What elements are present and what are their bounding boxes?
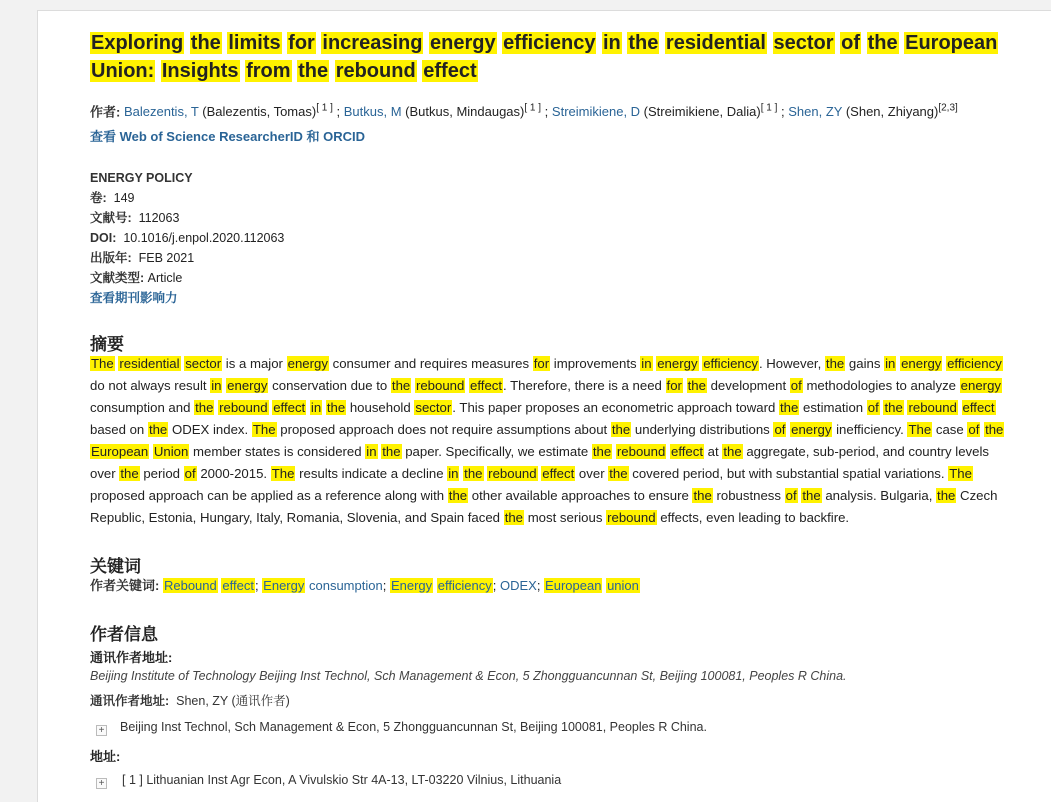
abstract-highlight: for bbox=[666, 378, 682, 393]
abstract-highlight: of bbox=[184, 466, 196, 481]
title-word: the bbox=[628, 32, 659, 54]
abstract-highlight: of bbox=[968, 422, 980, 437]
abstract-highlight: in bbox=[641, 356, 652, 371]
author-affiliation-sup: [2,3] bbox=[938, 103, 958, 114]
doi-row bbox=[90, 228, 284, 248]
keyword-highlight: European bbox=[545, 578, 602, 593]
abstract-highlight: the bbox=[937, 488, 956, 503]
abstract-highlight: the bbox=[120, 466, 139, 481]
expand-corr-address-icon[interactable]: + bbox=[96, 725, 107, 736]
doi-value: 10.1016/j.enpol.2020.112063 bbox=[123, 231, 285, 245]
researcher-id-link[interactable] bbox=[90, 126, 365, 145]
abstract-highlight: rebound bbox=[607, 510, 656, 525]
abstract-highlight: the bbox=[391, 378, 411, 393]
abstract-highlight: in bbox=[366, 444, 377, 459]
keywords-list: Rebound effect; Energy consumption; Energy efficiency; ODEX; European union bbox=[163, 578, 639, 593]
author-full-name: (Streimikiene, Dalia) bbox=[640, 104, 761, 120]
keyword-highlight: Rebound bbox=[163, 578, 217, 593]
abstract-highlight: The bbox=[908, 422, 932, 437]
title-word: sector bbox=[773, 32, 834, 54]
title-word: limits bbox=[228, 32, 281, 54]
abstract-highlight: for bbox=[533, 356, 550, 371]
volume-value: 149 bbox=[113, 191, 135, 205]
author-separator: ; bbox=[777, 104, 785, 120]
title-word: efficiency bbox=[503, 32, 596, 54]
abstract-highlight: the bbox=[148, 422, 168, 437]
abstract-highlight: Union bbox=[153, 444, 189, 459]
journal-name: ENERGY POLICY bbox=[90, 171, 193, 185]
abstract-highlight: sector bbox=[415, 400, 452, 415]
abstract-highlight: energy bbox=[901, 356, 942, 371]
authors-list bbox=[124, 104, 958, 119]
abstract-highlight: rebound bbox=[219, 400, 268, 415]
address-1-line: [ 1 ] Lithuanian Inst Agr Econ, A Vivulskio Str 4A-13, LT-03220 Vilnius, Lithuania bbox=[122, 773, 562, 787]
abstract-highlight: the bbox=[464, 466, 483, 481]
author-full-name: (Butkus, Mindaugas) bbox=[401, 104, 525, 120]
abstract-highlight: effect bbox=[670, 444, 703, 459]
abstract-highlight: rebound bbox=[908, 400, 957, 415]
top-strip bbox=[0, 0, 1051, 10]
title-word: increasing bbox=[322, 32, 423, 54]
corr-author-label: 通讯作者地址: bbox=[90, 694, 170, 708]
abstract-highlight: effect bbox=[273, 400, 306, 415]
keyword-link[interactable] bbox=[544, 578, 640, 593]
doctype-label: 文献类型: bbox=[90, 271, 145, 285]
abstract-highlight: in bbox=[448, 466, 459, 481]
keyword-link[interactable] bbox=[163, 578, 255, 593]
title-word: the bbox=[190, 32, 221, 54]
researcher-id-link-text[interactable]: 查看 Web of Science ResearcherID 和 ORCID bbox=[90, 129, 366, 144]
keyword-highlight: efficiency bbox=[437, 578, 492, 593]
author-separator: ; bbox=[332, 104, 341, 120]
abstract-highlight: of bbox=[867, 400, 879, 415]
abstract-highlight: the bbox=[687, 378, 706, 393]
keyword-highlight: Energy bbox=[390, 578, 433, 593]
abstract-highlight: the bbox=[504, 510, 524, 525]
abstract-highlight: in bbox=[310, 400, 322, 415]
abstract-highlight: the bbox=[825, 356, 845, 371]
volume-label: 卷: bbox=[90, 191, 107, 205]
expand-address-1-icon[interactable]: + bbox=[96, 778, 107, 789]
author-link[interactable]: Balezentis, T bbox=[123, 104, 199, 120]
abstract-highlight: the bbox=[592, 444, 612, 459]
abstract-highlight: effect bbox=[470, 378, 503, 393]
journal-impact-link[interactable]: 查看期刊影响力 bbox=[90, 291, 178, 305]
abstract-highlight: the bbox=[611, 422, 631, 437]
abstract-highlight: sector bbox=[185, 356, 222, 371]
abstract-highlight: energy bbox=[657, 356, 698, 371]
abstract-highlight: effect bbox=[962, 400, 995, 415]
abstract-highlight: energy bbox=[791, 422, 832, 437]
keyword-highlight: Energy bbox=[263, 578, 305, 593]
author-link[interactable]: Shen, ZY bbox=[788, 104, 843, 120]
abstract-highlight: in bbox=[211, 378, 222, 393]
title-word: European bbox=[905, 32, 998, 54]
impact-link-row bbox=[90, 288, 284, 308]
abstract-highlight: The bbox=[252, 422, 276, 437]
title-word: Insights bbox=[161, 60, 239, 82]
author-keywords-line bbox=[90, 577, 640, 595]
abstract-highlight: of bbox=[790, 378, 802, 393]
corr-address-label: 通讯作者地址: bbox=[90, 650, 173, 665]
abstract-highlight: in bbox=[885, 356, 896, 371]
abstract-highlight: rebound bbox=[616, 444, 666, 459]
author-full-name: (Balezentis, Tomas) bbox=[198, 104, 317, 120]
record-card bbox=[37, 10, 1051, 802]
title-word: from bbox=[246, 60, 291, 82]
pubdate-label: 出版年: bbox=[90, 251, 132, 265]
doi-label: DOI: bbox=[90, 231, 117, 245]
abstract-highlight: the bbox=[884, 400, 903, 415]
keyword-link[interactable]: Energy consumption bbox=[263, 578, 383, 593]
abstract-highlight: The bbox=[271, 466, 295, 481]
title-word: Exploring bbox=[91, 32, 184, 54]
author-full-name: (Shen, Zhiyang) bbox=[842, 104, 939, 120]
abstract-highlight: the bbox=[693, 488, 712, 503]
pubdate-row bbox=[90, 248, 284, 268]
abstract-highlight: efficiency bbox=[947, 356, 1002, 371]
title-word: rebound bbox=[335, 60, 416, 82]
abstract-highlight: the bbox=[985, 422, 1004, 437]
abstract-text: The residential sector is a major energy consumer and requires measures for improvements in energy efficiency. However, the gains in energy efficiency do not always result in energy conservation due to the rebound effect. Therefore, there is a need for the development of methodologies to analyze energy consumption and the rebound effect in the household sector. This paper proposes an econometric approach toward the estimation of the rebound effect based on the ODEX index. The proposed approach does not require assumptions about the underlying distributions of energy inefficiency. The case of the European Union member states is considered in the paper. Specifically, we estimate the rebound effect at the aggregate, sub-period, and country levels over the period of 2000-2015. The results indicate a decline in the rebound effect over the covered period, but with substantial spatial variations. The proposed approach can be applied as a reference along with the other available approaches to ensure the robustness of the analysis. Bulgaria, the Czech Republic, Estonia, Hungary, Italy, Romania, Slovenia, and Spain faced the most serious rebound effects, even leading to backfire. bbox=[90, 356, 1004, 525]
author-affiliation-sup: [ 1 ] bbox=[760, 103, 778, 114]
abstract-highlight: effect bbox=[542, 466, 575, 481]
author-link[interactable]: Streimikiene, D bbox=[551, 104, 641, 120]
addresses-label: 地址: bbox=[90, 749, 121, 764]
abstract-highlight: the bbox=[382, 444, 401, 459]
pubdate-value: FEB 2021 bbox=[138, 251, 195, 265]
abstract-highlight: the bbox=[609, 466, 628, 481]
abstract-highlight: the bbox=[195, 400, 214, 415]
authors-line bbox=[90, 100, 958, 121]
abstract-highlight: energy bbox=[960, 378, 1001, 393]
author-link[interactable]: Butkus, M bbox=[343, 104, 402, 120]
volume-row bbox=[90, 188, 284, 208]
title-word: effect bbox=[423, 60, 477, 82]
corr-address-line: Beijing Inst Technol, Sch Management & Econ, 5 Zhongguancunnan St, Beijing 100081, Peoples R China. bbox=[120, 720, 707, 734]
title-word: the bbox=[867, 32, 898, 54]
abstract-highlight: energy bbox=[227, 378, 268, 393]
abstract-heading: 摘要 bbox=[90, 335, 124, 354]
keywords-heading: 关键词 bbox=[90, 557, 141, 576]
title-word: in bbox=[603, 32, 621, 54]
keywords-label: 作者关键词: bbox=[90, 578, 160, 593]
corr-address-text: Beijing Institute of Technology Beijing Inst Technol, Sch Management & Econ, 5 Zhongguancunnan St, Beijing 100081, Peoples R China. bbox=[90, 669, 847, 683]
abstract-highlight: the bbox=[802, 488, 821, 503]
author-affiliation-sup: [ 1 ] bbox=[316, 103, 333, 114]
title-word: the bbox=[298, 60, 329, 82]
title-word: Union: bbox=[91, 60, 155, 82]
corr-author-row bbox=[90, 691, 290, 709]
article-number-row bbox=[90, 208, 284, 228]
title-word: for bbox=[288, 32, 315, 54]
title-word: residential bbox=[665, 32, 766, 54]
abstract-highlight: energy bbox=[287, 356, 328, 371]
title-word: of bbox=[841, 32, 860, 54]
author-separator: ; bbox=[541, 104, 549, 120]
authors-label: 作者: bbox=[90, 104, 121, 120]
abstract-highlight: rebound bbox=[415, 378, 465, 393]
keyword-highlight: union bbox=[607, 578, 639, 593]
abstract-highlight: The bbox=[91, 356, 114, 371]
article-number-value: 112063 bbox=[138, 211, 180, 225]
abstract-highlight: rebound bbox=[488, 466, 537, 481]
abstract-highlight: the bbox=[723, 444, 742, 459]
abstract-highlight: the bbox=[780, 400, 799, 415]
abstract-highlight: of bbox=[774, 422, 786, 437]
journal-meta bbox=[90, 168, 284, 308]
author-info-heading: 作者信息 bbox=[90, 625, 158, 644]
abstract-highlight: residential bbox=[119, 356, 180, 371]
abstract-highlight: the bbox=[326, 400, 346, 415]
author-affiliation-sup: [ 1 ] bbox=[524, 103, 542, 114]
doctype-value: Article bbox=[147, 271, 183, 285]
abstract-highlight: of bbox=[785, 488, 797, 503]
abstract-highlight: the bbox=[448, 488, 468, 503]
keyword-highlight: effect bbox=[222, 578, 254, 593]
abstract-highlight: efficiency bbox=[703, 356, 758, 371]
corr-author-name: Shen, ZY (通讯作者) bbox=[176, 694, 290, 708]
abstract-highlight: The bbox=[949, 466, 972, 481]
article-number-label: 文献号: bbox=[90, 211, 132, 225]
abstract-highlight: European bbox=[91, 444, 149, 459]
doctype-row bbox=[90, 268, 284, 288]
keyword-link[interactable]: ODEX bbox=[499, 578, 537, 593]
article-title bbox=[90, 29, 1015, 85]
title-word: energy bbox=[430, 32, 496, 54]
keyword-link[interactable] bbox=[390, 578, 493, 593]
